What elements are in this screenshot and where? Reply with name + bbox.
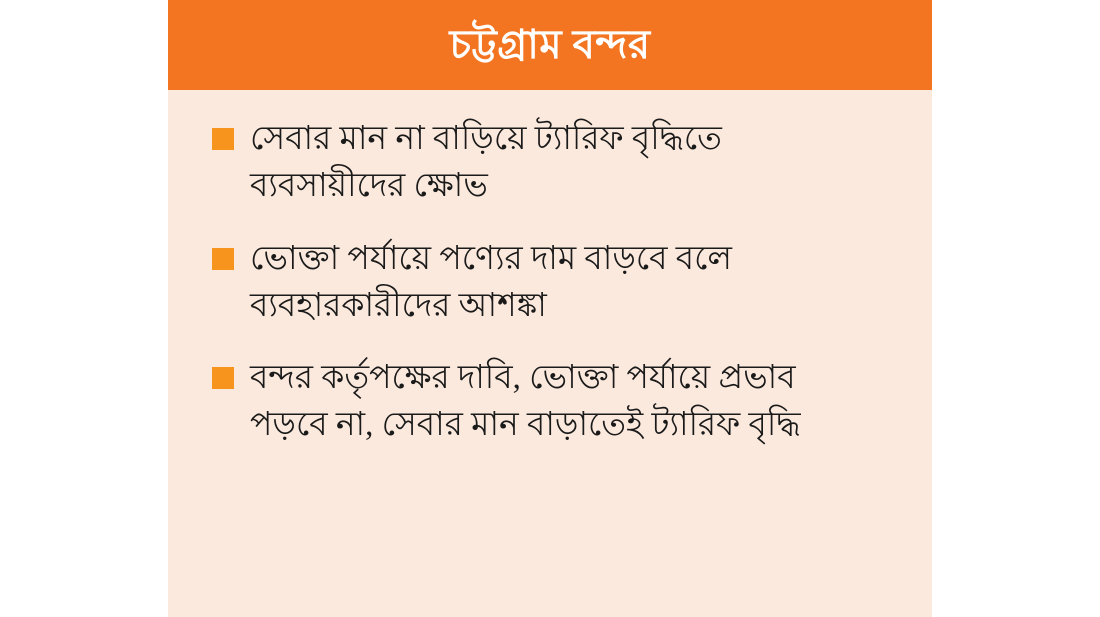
header-bar <box>168 0 932 90</box>
square-bullet-icon <box>212 367 234 389</box>
list-item <box>212 116 888 210</box>
list-item <box>212 236 888 330</box>
list-item <box>212 355 888 449</box>
bullet-list <box>168 90 932 485</box>
list-item-text: সেবার মান না বাড়িয়ে ট্যারিফ বৃদ্ধিতে ব্যবসায়ীদের ক্ষোভ <box>250 121 722 204</box>
infographic-panel <box>168 0 932 617</box>
square-bullet-icon <box>212 248 234 270</box>
left-margin <box>0 0 168 617</box>
page-title: চট্টগ্রাম বন্দর <box>449 22 651 67</box>
right-margin <box>932 0 1100 617</box>
list-item-text: ভোক্তা পর্যায়ে পণ্যের দাম বাড়বে বলে ব্যবহারকারীদের আশঙ্কা <box>250 240 733 324</box>
list-item-text: বন্দর কর্তৃপক্ষের দাবি, ভোক্তা পর্যায়ে প্রভাব পড়বে না, সেবার মান বাড়াতেই ট্যারিফ বৃদ্ধি <box>250 360 801 444</box>
square-bullet-icon <box>212 128 234 150</box>
